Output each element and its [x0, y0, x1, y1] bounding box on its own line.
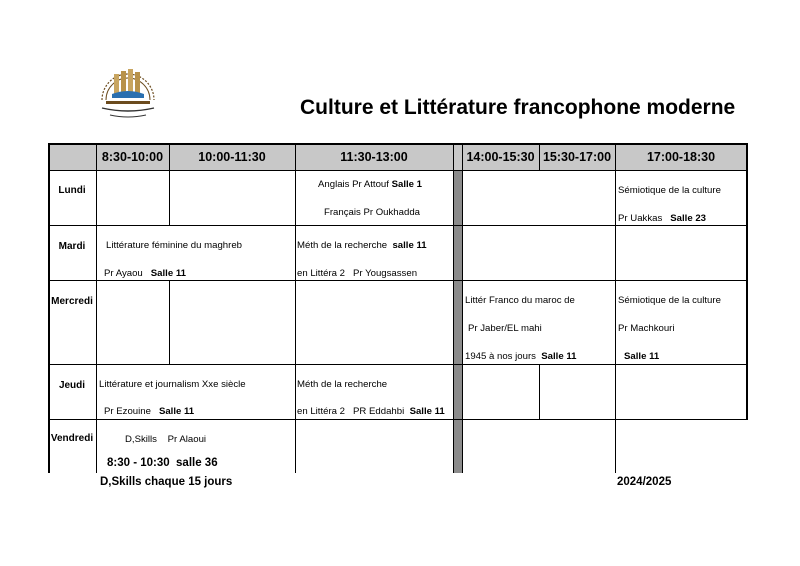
course-jeudi-litterature: Littérature et journalism Xxe siècle — [99, 379, 246, 390]
course-mercredi-litter-period: 1945 à nos jours Salle 11 — [465, 351, 577, 362]
course-lundi-francais: Français Pr Oukhadda — [324, 207, 420, 218]
slot-header-1: 8:30-10:00 — [96, 143, 169, 170]
day-vendredi: Vendredi — [50, 433, 94, 444]
col-line — [462, 143, 463, 473]
row-line — [48, 280, 748, 281]
course-jeudi-meth: Méth de la recherche — [297, 379, 388, 390]
col-line — [539, 143, 540, 170]
border-right — [746, 143, 748, 420]
course-mardi-litterature: Littérature féminine du maghreb — [106, 240, 242, 251]
day-mercredi: Mercredi — [51, 296, 93, 307]
course-lundi-semiotique: Sémiotique de la culture — [618, 185, 721, 196]
col-line — [615, 420, 616, 473]
course-mercredi-litter: Littér Franco du maroc de — [465, 295, 575, 306]
day-jeudi: Jeudi — [58, 380, 86, 391]
course-mardi-meth-prof: en Littéra 2 Pr Yougsassen — [297, 268, 418, 279]
page-title: Culture et Littérature francophone moderne — [300, 96, 736, 119]
faculty-logo — [92, 62, 164, 120]
course-mardi-meth: Méth de la recherche salle 11 — [297, 240, 427, 251]
row-line — [48, 419, 748, 420]
col-line — [96, 143, 97, 473]
col-line — [539, 364, 540, 420]
course-lundi-anglais: Anglais Pr Attouf Salle 1 — [318, 179, 423, 190]
border-header-bottom — [48, 170, 748, 171]
col-line — [169, 280, 170, 364]
border-top — [48, 143, 748, 145]
footer-note: D,Skills chaque 15 jours — [100, 476, 233, 488]
slot-header-2: 10:00-11:30 — [169, 143, 295, 170]
slot-header-4: 14:00-15:30 — [462, 143, 539, 170]
col-line — [453, 143, 454, 473]
course-vendredi-dskills: D,Skills Pr Alaoui — [125, 434, 207, 445]
academic-year: 2024/2025 — [617, 476, 672, 488]
course-mercredi-semiotique-prof: Pr Machkouri — [618, 323, 675, 334]
col-line — [615, 143, 616, 420]
slot-header-5: 15:30-17:00 — [539, 143, 615, 170]
lunch-separator — [453, 170, 462, 473]
course-mercredi-litter-prof: Pr Jaber/EL mahi — [468, 323, 542, 334]
slot-header-6: 17:00-18:30 — [615, 143, 747, 170]
col-line — [295, 364, 296, 473]
course-jeudi-meth-prof: en Littéra 2 PR Eddahbi Salle 11 — [297, 406, 445, 417]
course-jeudi-litterature-prof: Pr Ezouine Salle 11 — [104, 406, 195, 417]
course-mercredi-semiotique: Sémiotique de la culture — [618, 295, 721, 306]
day-header-cell — [48, 143, 96, 170]
course-vendredi-dskills-time: 8:30 - 10:30 salle 36 — [107, 457, 218, 469]
slot-header-gap — [453, 143, 462, 170]
course-mercredi-semiotique-salle: Salle 11 — [624, 351, 660, 362]
course-mardi-litterature-prof: Pr Ayaou Salle 11 — [104, 268, 186, 279]
course-lundi-semiotique-prof: Pr Uakkas Salle 23 — [618, 213, 706, 224]
col-line — [169, 143, 170, 225]
row-line — [48, 225, 748, 226]
col-line — [295, 143, 296, 364]
day-lundi: Lundi — [58, 185, 86, 196]
slot-header-3: 11:30-13:00 — [295, 143, 453, 170]
row-line — [48, 364, 748, 365]
day-mardi: Mardi — [58, 241, 86, 252]
